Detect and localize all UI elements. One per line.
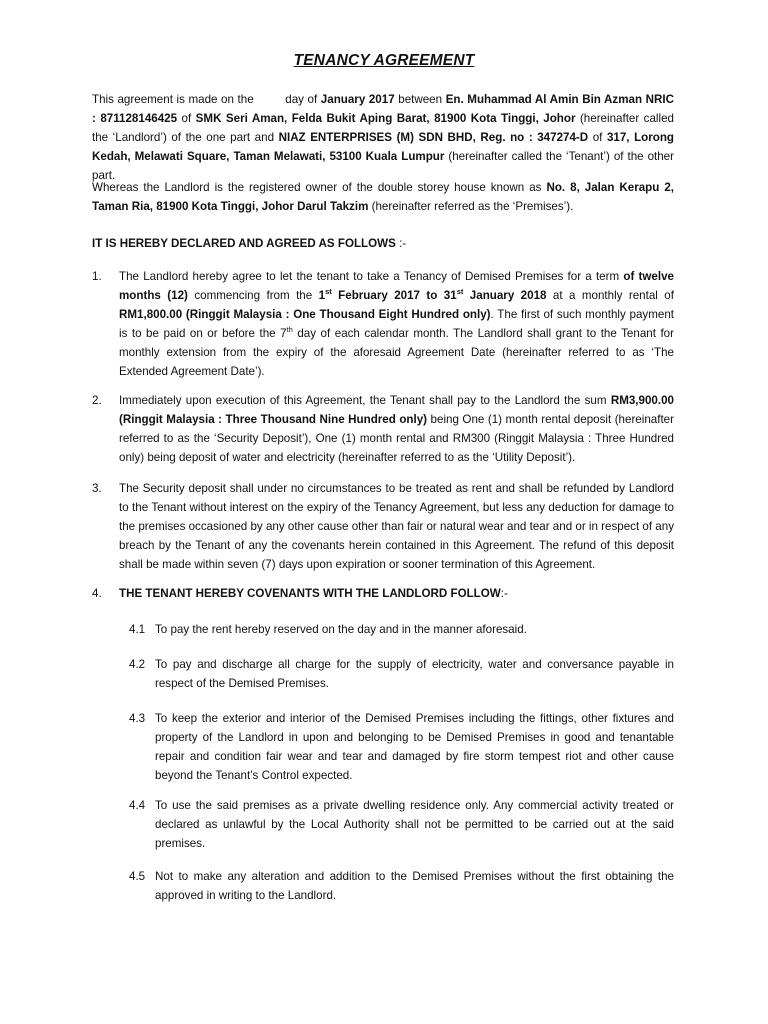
- declaration-suffix: :-: [399, 237, 407, 250]
- tenant-name: NIAZ ENTERPRISES (M) SDN BHD, Reg. no : 347274-D: [278, 131, 589, 144]
- deposit-sum: RM3,900.00 (Ringgit Malaysia : Three Thousand Nine Hundred only): [119, 394, 674, 426]
- subclause-number: 4.3: [129, 712, 146, 725]
- clause-number: 1.: [92, 270, 102, 283]
- clause-4-heading: [119, 584, 674, 603]
- intro-text: of: [592, 131, 603, 144]
- intro-text: (hereinafter called the ‘Tenant’) of the other part.: [92, 150, 674, 182]
- premises-address: No. 8, Jalan Kerapu 2, Taman Ria, 81900 Kota Tinggi, Johor Darul Takzim: [92, 181, 674, 213]
- clause-3: The Security deposit shall under no circumstances to be treated as rent and shall be refunded by Landlord to the Tenant without interest on the expiry of the Tenancy Agreement, but less any deduction for damage to the premises occasioned by any other cause other than fair or natural wear and tear and or in respect of any breach by the Tenant of any the covenants herein contained in this Agreement. The refund of this deposit shall be made within seven (7) days upon expiration or sooner termination of this Agreement.: [119, 482, 674, 571]
- clause-2: [119, 391, 674, 467]
- clause-text: day of each calendar month. The Landlord shall grant to the Tenant for monthly extension from the expiry of the aforesaid Agreement Date (hereinafter referred to as ‘The Extended Agreement Date’).: [119, 327, 674, 378]
- clause-text: being One (1) month rental deposit (hereinafter referred to as the ‘Security Deposit’), One (1) month rental and RM300 (Ringgit Malaysia : Three Hundred only) being deposit of water and electricity (hereinafter referred to as the ‘Utility Deposit’).: [119, 413, 674, 464]
- clause-text: Immediately upon execution of this Agreement, the Tenant shall pay to the Landlord the sum: [119, 394, 607, 407]
- landlord-address: SMK Seri Aman, Felda Bukit Aping Barat, 81900 Kota Tinggi, Johor: [195, 112, 576, 125]
- clause-number: 4.: [92, 587, 102, 600]
- subclause-number: 4.5: [129, 870, 146, 883]
- whereas-paragraph: [92, 178, 674, 216]
- agreement-date: January 2017: [320, 93, 395, 106]
- due-day-sup: th: [286, 325, 293, 334]
- covenants-suffix: :-: [500, 587, 508, 600]
- subclause-4-1: To pay the rent hereby reserved on the day and in the manner aforesaid.: [155, 623, 527, 636]
- whereas-text: (hereinafter referred as the ‘Premises’).: [371, 200, 574, 213]
- clause-text: commencing from the: [194, 289, 313, 302]
- clause-text: at a monthly rental of: [552, 289, 674, 302]
- subclause-4-4: To use the said premises as a private dwelling residence only. Any commercial activity treated or declared as unlawful by the Local Authority shall not be permitted to be carried out at the said premises.: [155, 799, 674, 850]
- declaration-heading-text: IT IS HEREBY DECLARED AND AGREED AS FOLLOWS: [92, 237, 396, 250]
- intro-paragraph: [92, 90, 674, 185]
- document-title: TENANCY AGREEMENT: [293, 52, 475, 69]
- tenancy-term: of twelve months (12): [119, 270, 674, 302]
- intro-text: between: [398, 93, 443, 106]
- intro-text: day of: [285, 93, 318, 106]
- clause-text: The Landlord hereby agree to let the tenant to take a Tenancy of Demised Premises for a term: [119, 270, 620, 283]
- start-date: 1st February 2017 to 31st January 2018: [318, 287, 547, 302]
- clause-number: 2.: [92, 394, 102, 407]
- subclause-number: 4.1: [129, 623, 146, 636]
- subclause-4-5: Not to make any alteration and addition to the Demised Premises without the first obtaining the approved in writing to the Landlord.: [155, 870, 674, 902]
- whereas-text: Whereas the Landlord is the registered owner of the double storey house known as: [92, 181, 542, 194]
- subclause-number: 4.4: [129, 799, 146, 812]
- landlord-name: En. Muhammad Al Amin Bin Azman NRIC : 871128146425: [92, 93, 674, 125]
- monthly-rent: RM1,800.00 (Ringgit Malaysia : One Thousand Eight Hundred only): [119, 308, 491, 321]
- subclause-4-2: To pay and discharge all charge for the supply of electricity, water and conversance payable in respect of the Demised Premises.: [155, 658, 674, 690]
- subclause-4-3: To keep the exterior and interior of the Demised Premises including the fittings, other fixtures and property of the Landlord in upon and belonging to be Demised Premises in good and tenantable repair and condition fair wear and tear and damaged by fire storm tempest riot and other cause beyond the Tenant’s Control expected.: [155, 712, 674, 782]
- intro-text: This agreement is made on the: [92, 93, 254, 106]
- clause-text: . The first of such monthly payment is to be paid on or before the 7: [119, 308, 674, 340]
- subclause-number: 4.2: [129, 658, 146, 671]
- clause-number: 3.: [92, 482, 102, 495]
- tenant-address: 317, Lorong Kedah, Melawati Square, Taman Melawati, 53100 Kuala Lumpur: [92, 131, 674, 163]
- declaration-heading: [92, 234, 674, 253]
- clause-1: [119, 267, 674, 381]
- covenants-heading: THE TENANT HEREBY COVENANTS WITH THE LANDLORD FOLLOW: [119, 587, 501, 600]
- intro-text: of: [181, 112, 192, 125]
- intro-text: (hereinafter called the ‘Landlord’) of the one part and: [92, 112, 674, 144]
